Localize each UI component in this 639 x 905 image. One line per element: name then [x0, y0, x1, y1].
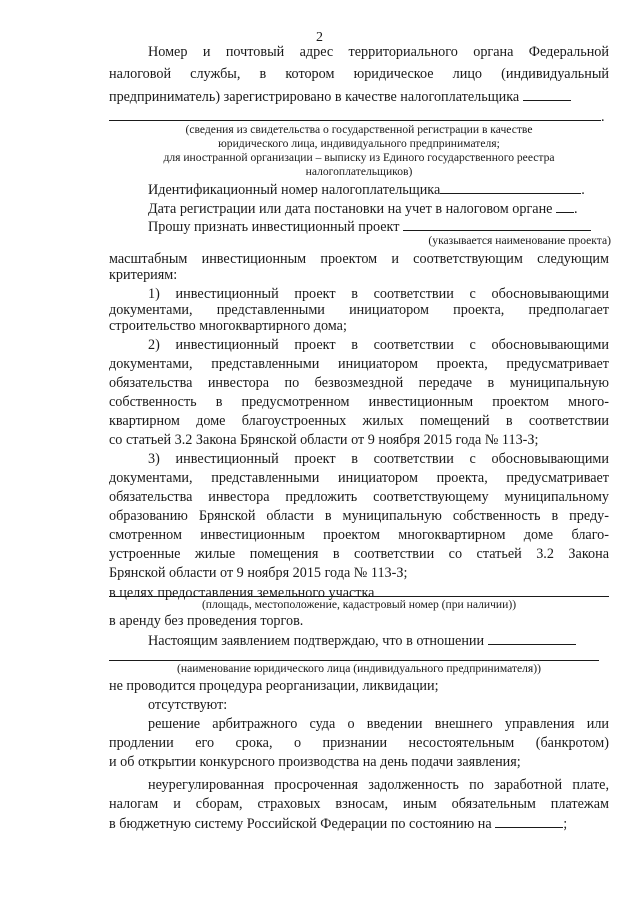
text-line: устроенные жилые помещения в соответствии со статьей 3.2 Закона — [109, 546, 609, 562]
fill-blank[interactable] — [403, 218, 591, 231]
note-line: (площадь, местоположение, кадастровый номер (при наличии)) — [201, 598, 517, 611]
text-line: Брянской области от 9 ноября 2015 года № 113-З; — [109, 565, 408, 581]
note-line: для иностранной организации – выписку из Единого государственного реестра — [163, 151, 555, 164]
fill-line[interactable] — [109, 660, 599, 661]
text-line: квартирном доме благоустроенных жилых помещений в соответствии — [109, 413, 609, 429]
text-line: документами, представленными инициатором проекта, предполагает — [109, 302, 609, 318]
text-line: 3) инвестиционный проект в соответствии с обосновывающими — [148, 451, 609, 467]
text-line: со статьей 3.2 Закона Брянской области от 9 ноября 2015 года № 113-З; — [109, 432, 539, 448]
text-line: Прошу признать инвестиционный проект — [148, 218, 609, 235]
fill-blank[interactable] — [495, 815, 563, 828]
text-line: Номер и почтовый адрес территориального органа Федеральной — [148, 44, 609, 60]
fill-blank[interactable] — [440, 181, 581, 194]
text-line: отсутствуют: — [148, 697, 228, 713]
note-line: юридического лица, индивидуального предпринимателя; — [218, 137, 500, 150]
fill-blank[interactable] — [109, 108, 601, 121]
text-line: в целях предоставления земельного участка — [109, 584, 609, 601]
text-line: и об открытии конкурсного производства на день подачи заявления; — [109, 754, 521, 770]
note-line: (сведения из свидетельства о государственной регистрации в качестве — [185, 123, 533, 136]
text-line: . — [109, 108, 609, 125]
text-line: предприниматель) зарегистрировано в качестве налогоплательщика — [109, 88, 609, 105]
fill-line[interactable] — [109, 596, 609, 597]
text-line: смотренном инвестиционным проектом многоквартирном доме благо- — [109, 527, 609, 543]
text-line: Настоящим заявлением подтверждаю, что в отношении — [148, 632, 609, 649]
text-line: масштабным инвестиционным проектом и соответствующим следующим — [109, 251, 609, 267]
text-line: в бюджетную систему Российской Федерации по состоянию на ; — [109, 816, 568, 832]
text-line: 2) инвестиционный проект в соответствии с обосновывающими — [148, 337, 609, 353]
text-line: решение арбитражного суда о введении внешнего управления или — [148, 716, 609, 732]
text-line: неурегулированная просроченная задолженность по заработной плате, — [148, 777, 609, 793]
text-line: Дата регистрации или дата постановки на учет в налоговом органе . — [148, 201, 578, 217]
text-line: собственность в предусмотренном инвестиционным проектом много- — [109, 394, 609, 410]
note-line: (наименование юридического лица (индивидуального предпринимателя)) — [177, 662, 541, 675]
text-line: налоговой службы, в котором юридическое лицо (индивидуальный — [109, 66, 609, 82]
text-line: налогам и сборам, страховых взносам, иным обязательным платежам — [109, 796, 609, 812]
fill-blank[interactable] — [556, 200, 574, 213]
note-line: (указывается наименование проекта) — [428, 234, 611, 247]
text-line: документами, представленными инициатором проекта, предусматривает — [109, 470, 609, 486]
fill-blank[interactable] — [488, 632, 576, 645]
text-line: обязательства инвестора по безвозмездной передаче в муниципальную — [109, 375, 609, 391]
text-line: Идентификационный номер налогоплательщика . — [148, 182, 585, 198]
text-line: в аренду без проведения торгов. — [109, 613, 304, 629]
text-line: строительство многоквартирного дома; — [109, 318, 347, 334]
note-line: налогоплательщиков) — [305, 165, 413, 178]
fill-blank[interactable] — [523, 88, 571, 101]
text-line: критериям: — [109, 267, 178, 283]
text-line: документами, представленными инициатором проекта, предусматривает — [109, 356, 609, 372]
text-line: не проводится процедура реорганизации, ликвидации; — [109, 678, 439, 694]
text-line: обязательства инвестора предложить соответствующему муниципальному — [109, 489, 609, 505]
text-line: 1) инвестиционный проект в соответствии с обосновывающими — [148, 286, 609, 302]
text-line: продлении его срока, о признании несостоятельным (банкротом) — [109, 735, 609, 751]
page-number: 2 — [316, 30, 323, 45]
text-line: образованию Брянской области в муниципальную собственность в преду- — [109, 508, 609, 524]
